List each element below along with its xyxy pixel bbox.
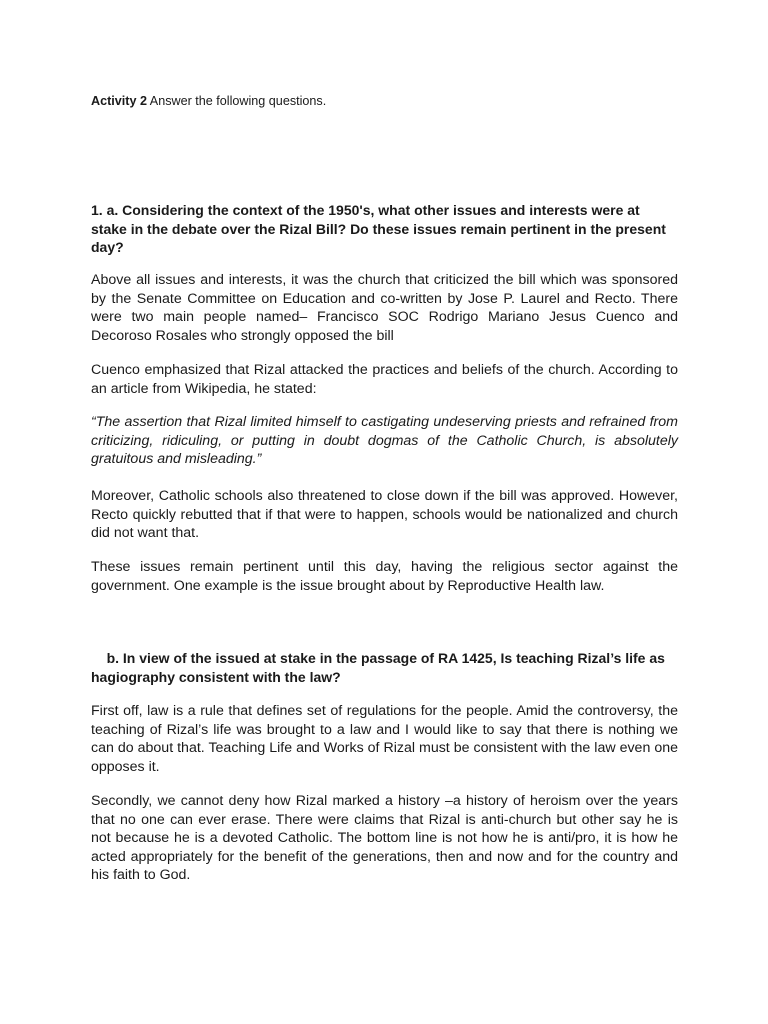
question-1a-heading: 1. a. Considering the context of the 1950's, what other issues and interests were at stake in the debate over the Rizal Bill? Do these issues remain pertinent in the present day? [91,202,666,255]
question-1b-paragraph-1: First off, law is a rule that defines set of regulations for the people. Amid the controversy, the teaching of Rizal’s life was brought to a law and I would like to say that there is nothing we can do about that. Teaching Life and Works of Rizal must be consistent with the law even one opposes it. [91,703,678,775]
question-1a-paragraph-1: Above all issues and interests, it was the church that criticized the bill which was sponsored by the Senate Committee on Education and co-written by Jose P. Laurel and Recto. There were two main people named– Francisco SOC Rodrigo Mariano Jesus Cuenco and Decoroso Rosales who strongly opposed the bill [91,272,678,344]
question-1b-paragraph-2: Secondly, we cannot deny how Rizal marked a history –a history of heroism over the years that no one can ever erase. There were claims that Rizal is anti-church but other say he is not because he is a devoted Catholic. The bottom line is not how he is anti/pro, it is how he acted appropriately for the benefit of the generations, then and now and for the country and his faith to God. [91,793,678,884]
activity-line [91,93,678,109]
question-1b-heading: b. In view of the issued at stake in the passage of RA 1425, Is teaching Rizal’s life as hagiography consistent with the law? [91,650,669,685]
question-1a-paragraph-3: Moreover, Catholic schools also threatened to close down if the bill was approved. However, Recto quickly rebutted that if that were to happen, schools would be nationalized and church did not want that. [91,488,678,542]
activity-instruction: Answer the following questions. [147,94,327,108]
question-1a-paragraph-4: These issues remain pertinent until this day, having the religious sector against the government. One example is the issue brought about by Reproductive Health law. [91,559,678,594]
question-1a-paragraph-2: Cuenco emphasized that Rizal attacked the practices and beliefs of the church. According to an article from Wikipedia, he stated: [91,362,678,397]
activity-label: Activity 2 [91,94,147,108]
question-1a-quote: “The assertion that Rizal limited himself to castigating undeserving priests and refrained from criticizing, ridiculing, or putting in doubt dogmas of the Catholic Church, is absolutely gratuitous and misleading.” [91,414,678,468]
